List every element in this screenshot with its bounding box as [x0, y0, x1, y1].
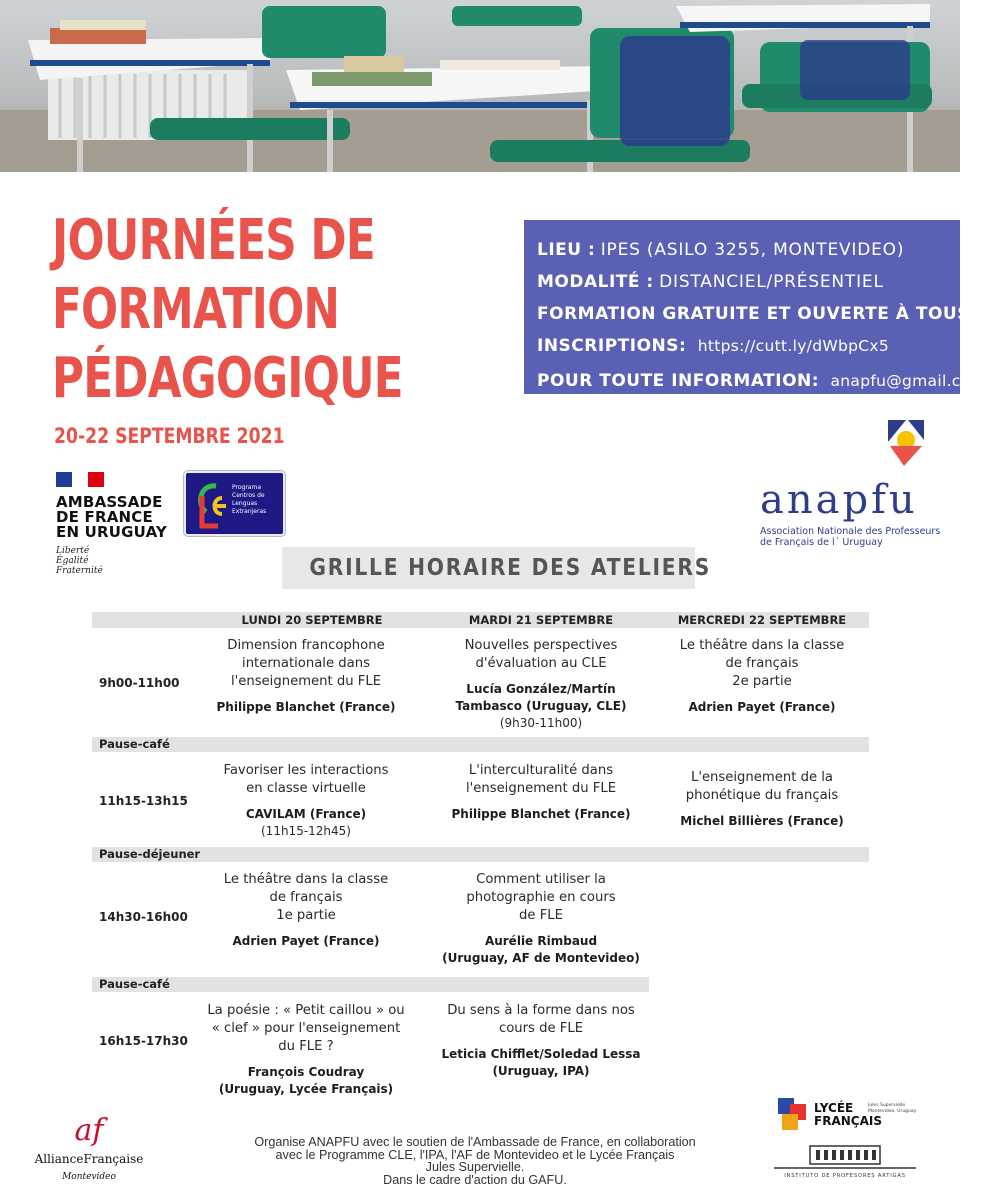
footer-credits: [210, 1136, 740, 1186]
session-title: L'interculturalité dans: [468, 763, 614, 778]
schedule-header-row: [92, 612, 869, 628]
session-title: en classe virtuelle: [246, 781, 366, 796]
day-tuesday: MARDI 21 SEPTEMBRE: [468, 613, 614, 627]
af-city: Montevideo: [62, 1172, 116, 1182]
session-title: L'enseignement de la: [690, 770, 834, 785]
hero-classroom-image: [0, 0, 960, 172]
ambassade-line-1: AMBASSADE: [56, 493, 163, 511]
gratuite-text: FORMATION GRATUITE ET OUVERTE À TOUS: [537, 304, 970, 324]
contact-email[interactable]: anapfu@gmail.com: [830, 372, 986, 390]
cle-line-2: Centros de: [232, 492, 265, 499]
session-speaker: Lucía González/Martín: [466, 682, 616, 696]
session-mon-2: [206, 762, 406, 840]
cle-line-1: Programa: [232, 484, 261, 491]
session-title: de français: [725, 656, 799, 671]
ipa-building-icon: [770, 1142, 920, 1172]
alliance-francaise-logo: [34, 1114, 144, 1182]
session-speaker: Michel Billières (France): [680, 814, 844, 828]
session-title: Du sens à la forme dans nos: [447, 1003, 635, 1018]
lieu-label: LIEU :: [537, 240, 596, 260]
session-title: 2e partie: [732, 674, 792, 689]
footer-line-2: avec le Programme CLE, l'IPA, l'AF de Montevideo et le Lycée Français: [275, 1147, 675, 1162]
session-speaker: Philippe Blanchet (France): [451, 807, 631, 821]
motto-1: Liberté: [56, 546, 90, 556]
session-speaker: Leticia Chifflet/Soledad Lessa: [441, 1047, 641, 1061]
event-dates: 20-22 SEPTEMBRE 2021: [54, 424, 285, 448]
lycee-subtitle: Jules Supervielle Montevideo, Uruguay: [868, 1103, 917, 1114]
contact-label: POUR TOUTE INFORMATION:: [537, 371, 820, 391]
session-speaker: (Uruguay, Lycée Français): [218, 1082, 394, 1096]
session-wed-1: [657, 637, 867, 716]
anapfu-sub-1: Association Nationale des Professeurs: [760, 526, 941, 537]
session-title: Dimension francophone: [227, 638, 385, 653]
session-title: Nouvelles perspectives: [464, 638, 618, 653]
time-slot-4: 16h15-17h30: [99, 1034, 188, 1048]
anapfu-wordmark: anapfu: [760, 477, 918, 523]
session-tue-4: [436, 1002, 646, 1080]
lycee-francais-logo: [776, 1096, 926, 1136]
time-slot-3: 14h30-16h00: [99, 910, 188, 924]
session-speaker: Adrien Payet (France): [688, 700, 836, 714]
ambassade-name: [56, 495, 167, 540]
session-title: Le théâtre dans la classe: [223, 872, 389, 887]
ipa-name: INSTITUTO DE PROFESORES ARTIGAS: [784, 1173, 906, 1179]
session-speaker: (Uruguay, AF de Montevideo): [442, 951, 640, 965]
classroom-illustration: [0, 0, 960, 172]
session-speaker: (Uruguay, IPA): [492, 1064, 590, 1078]
session-mon-3: [206, 871, 406, 950]
cle-name: [232, 484, 266, 516]
session-title: de français: [269, 890, 343, 905]
cle-letters-icon: [192, 480, 232, 532]
session-hours: (11h15-12h45): [261, 824, 351, 838]
title-line-2: FORMATION: [52, 277, 340, 342]
lycee-name-1: LYCÉE: [814, 1101, 854, 1115]
session-wed-2: [657, 769, 867, 830]
motto-3: Fraternité: [56, 566, 103, 576]
time-slot-1: 9h00-11h00: [99, 676, 180, 690]
info-modalite: [537, 266, 960, 298]
cle-logo: [184, 471, 285, 536]
cle-line-3: Lenguas: [232, 500, 258, 507]
session-speaker: François Coudray: [247, 1065, 365, 1079]
pause-cafe-2: Pause-café: [92, 977, 649, 992]
modalite-label: MODALITÉ :: [537, 272, 654, 292]
session-title: d'évaluation au CLE: [475, 656, 607, 671]
title-line-3: PÉDAGOGIQUE: [52, 346, 403, 411]
session-title: La poésie : « Petit caillou » ou: [207, 1003, 405, 1018]
grille-heading: [282, 547, 712, 589]
ipa-logo: [770, 1142, 920, 1182]
info-contact: [537, 365, 986, 397]
day-wednesday: MERCREDI 22 SEPTEMBRE: [677, 613, 847, 627]
anapfu-emblem-icon: [884, 416, 928, 468]
pause-cafe-1: Pause-café: [92, 737, 869, 752]
session-title: phonétique du français: [685, 788, 839, 803]
session-title: « clef » pour l'enseignement: [211, 1021, 401, 1036]
session-hours: (9h30-11h00): [499, 716, 583, 730]
af-mark: af: [74, 1113, 104, 1148]
info-box: [524, 220, 986, 394]
anapfu-sub-2: de Français de l´ Uruguay: [760, 537, 883, 548]
session-title: Favoriser les interactions: [223, 763, 389, 778]
session-title: Comment utiliser la: [476, 872, 606, 887]
session-title: photographie en cours: [466, 890, 616, 905]
session-tue-3: [436, 871, 646, 967]
session-title: du FLE ?: [278, 1039, 334, 1054]
info-gratuite: [537, 298, 970, 330]
modalite-value: DISTANCIEL/PRÉSENTIEL: [659, 272, 884, 292]
ambassade-line-3: EN URUGUAY: [56, 523, 167, 541]
motto-2: Égalité: [56, 556, 89, 566]
af-name: AllianceFrançaise: [34, 1152, 144, 1166]
session-title: 1e partie: [276, 908, 336, 923]
session-speaker: Adrien Payet (France): [232, 934, 380, 948]
pause-dejeuner: Pause-déjeuner: [92, 847, 869, 862]
footer-line-4: Dans le cadre d'action du GAFU.: [383, 1172, 567, 1187]
anapfu-subtitle: [760, 526, 950, 548]
time-slot-2: 11h15-13h15: [99, 794, 188, 808]
lycee-name-2: FRANÇAIS: [814, 1114, 882, 1128]
grille-heading-text: GRILLE HORAIRE DES ATELIERS: [309, 555, 712, 581]
session-title: Le théâtre dans la classe: [679, 638, 845, 653]
session-mon-1: [206, 637, 406, 716]
info-lieu: [537, 234, 960, 266]
session-speaker: Tambasco (Uruguay, CLE): [455, 699, 627, 713]
day-monday: LUNDI 20 SEPTEMBRE: [241, 613, 383, 627]
session-title: cours de FLE: [498, 1021, 584, 1036]
session-title: internationale dans: [242, 656, 370, 671]
session-speaker: Aurélie Rimbaud: [484, 934, 598, 948]
footer-line-1: Organise ANAPFU avec le soutien de l'Ambassade de France, en collaboration: [254, 1135, 696, 1149]
session-speaker: CAVILAM (France): [245, 807, 367, 821]
inscriptions-link[interactable]: https://cutt.ly/dWbpCx5: [697, 337, 889, 355]
footer-line-3: Jules Supervielle.: [425, 1160, 525, 1174]
session-mon-4: [206, 1002, 406, 1098]
lycee-emblem-icon: [776, 1096, 812, 1134]
ambassade-logo: [56, 472, 167, 576]
republic-motto: [56, 546, 167, 576]
session-tue-2: [436, 762, 646, 823]
session-title: l'enseignement du FLE: [230, 674, 382, 689]
session-tue-1: [436, 637, 646, 732]
title-line-1: JOURNÉES DE: [52, 208, 375, 273]
inscriptions-label: INSCRIPTIONS:: [537, 336, 687, 356]
session-speaker: Philippe Blanchet (France): [216, 700, 396, 714]
info-inscriptions: [537, 330, 960, 362]
french-flag-icon: [56, 472, 104, 487]
session-title: de FLE: [519, 908, 563, 923]
session-title: l'enseignement du FLE: [465, 781, 617, 796]
cle-line-4: Extranjeras: [232, 508, 267, 515]
lieu-value: IPES (ASILO 3255, MONTEVIDEO): [600, 240, 905, 260]
event-title: [52, 206, 432, 413]
ambassade-line-2: DE FRANCE: [56, 508, 153, 526]
